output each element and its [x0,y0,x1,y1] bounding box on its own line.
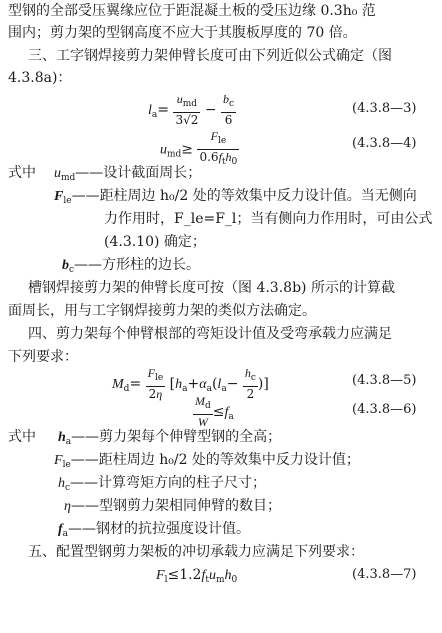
equation-4-3-8-6: $\frac{M_d}{W}$ $\le f_a$ [195,394,234,429]
paragraph-line: 围内；剪力架的型钢高度不应大于其腹板厚度的 70 倍。 [8,25,357,41]
equation-4-3-8-7: $F_l\le 1.2f_tu_mh_0$ [156,567,238,585]
paragraph-line: 面周长，用与工字钢焊接剪力架的类似方法确定。 [8,303,316,319]
paragraph-line: 型钢的全部受压翼缘应位于距混凝土板的受压边缘 0.3h₀ 范 [8,3,376,19]
equation-number: (4.3.8—3) [352,101,417,116]
definition-f-le: $F_{le}——$距柱周边 h₀/2 处的等效集中反力设计值； [54,452,360,470]
definition-u-md: $u_{md}——$设计截面周长； [54,165,202,183]
equation-4-3-8-5: $M_d=$ $\frac{F_{le}}{2\eta}$ [$h_a+\alpha_a(l_a-$ $\frac{h_c}{2}$ )] [112,366,269,401]
equation-number: (4.3.8—7) [352,567,417,582]
definition-f-le: $F_{le}——$距柱周边 h₀/2 处的等效集中反力设计值。当无侧向 [54,188,417,206]
definition-b-c: $b_c——$方形柱的边长。 [62,257,201,275]
definition-h-c: $h_c——$计算弯矩方向的柱子尺寸； [58,475,267,493]
paragraph-line: 三、工字钢焊接剪力架伸臂长度可由下列近似公式确定（图 [28,48,392,64]
where-lead: 式中 [8,429,36,445]
equation-4-3-8-3: $l_a=$ $\frac{u_{md}}{3√2}$ − $\frac{b_c}{6}$ [148,92,235,127]
definition-continuation: 力作用时，F_le=F_l；当有侧向力作用时，可由公式 [104,211,433,227]
definition-continuation: (4.3.10) 确定； [104,234,206,250]
where-lead: 式中 [8,165,36,181]
definition-eta: η——型钢剪力架相同伸臂的数目； [64,498,281,514]
definition-h-a: $h_a——$剪力架每个伸臂型钢的全高； [58,429,282,447]
equation-number: (4.3.8—4) [352,136,417,151]
equation-4-3-8-4: $u_{md}\ge$ $\frac{F_{le}}{0.6f_th_0}$ [160,129,239,170]
paragraph-line: 四、剪力架每个伸臂根部的弯矩设计值及受弯承载力应满足 [28,326,392,342]
equation-number: (4.3.8—6) [352,402,417,417]
paragraph-line: 4.3.8a)： [8,70,72,86]
equation-number: (4.3.8—5) [352,373,417,388]
paragraph-line: 五、配置型钢剪力架板的冲切承载力应满足下列要求： [28,544,364,560]
definition-f-a: $f_a——$钢材的抗拉强度设计值。 [58,521,251,539]
paragraph-line: 下列要求： [8,349,78,365]
paragraph-line: 槽钢焊接剪力架的伸臂长度可按（图 4.3.8b) 所示的计算截 [28,280,395,296]
